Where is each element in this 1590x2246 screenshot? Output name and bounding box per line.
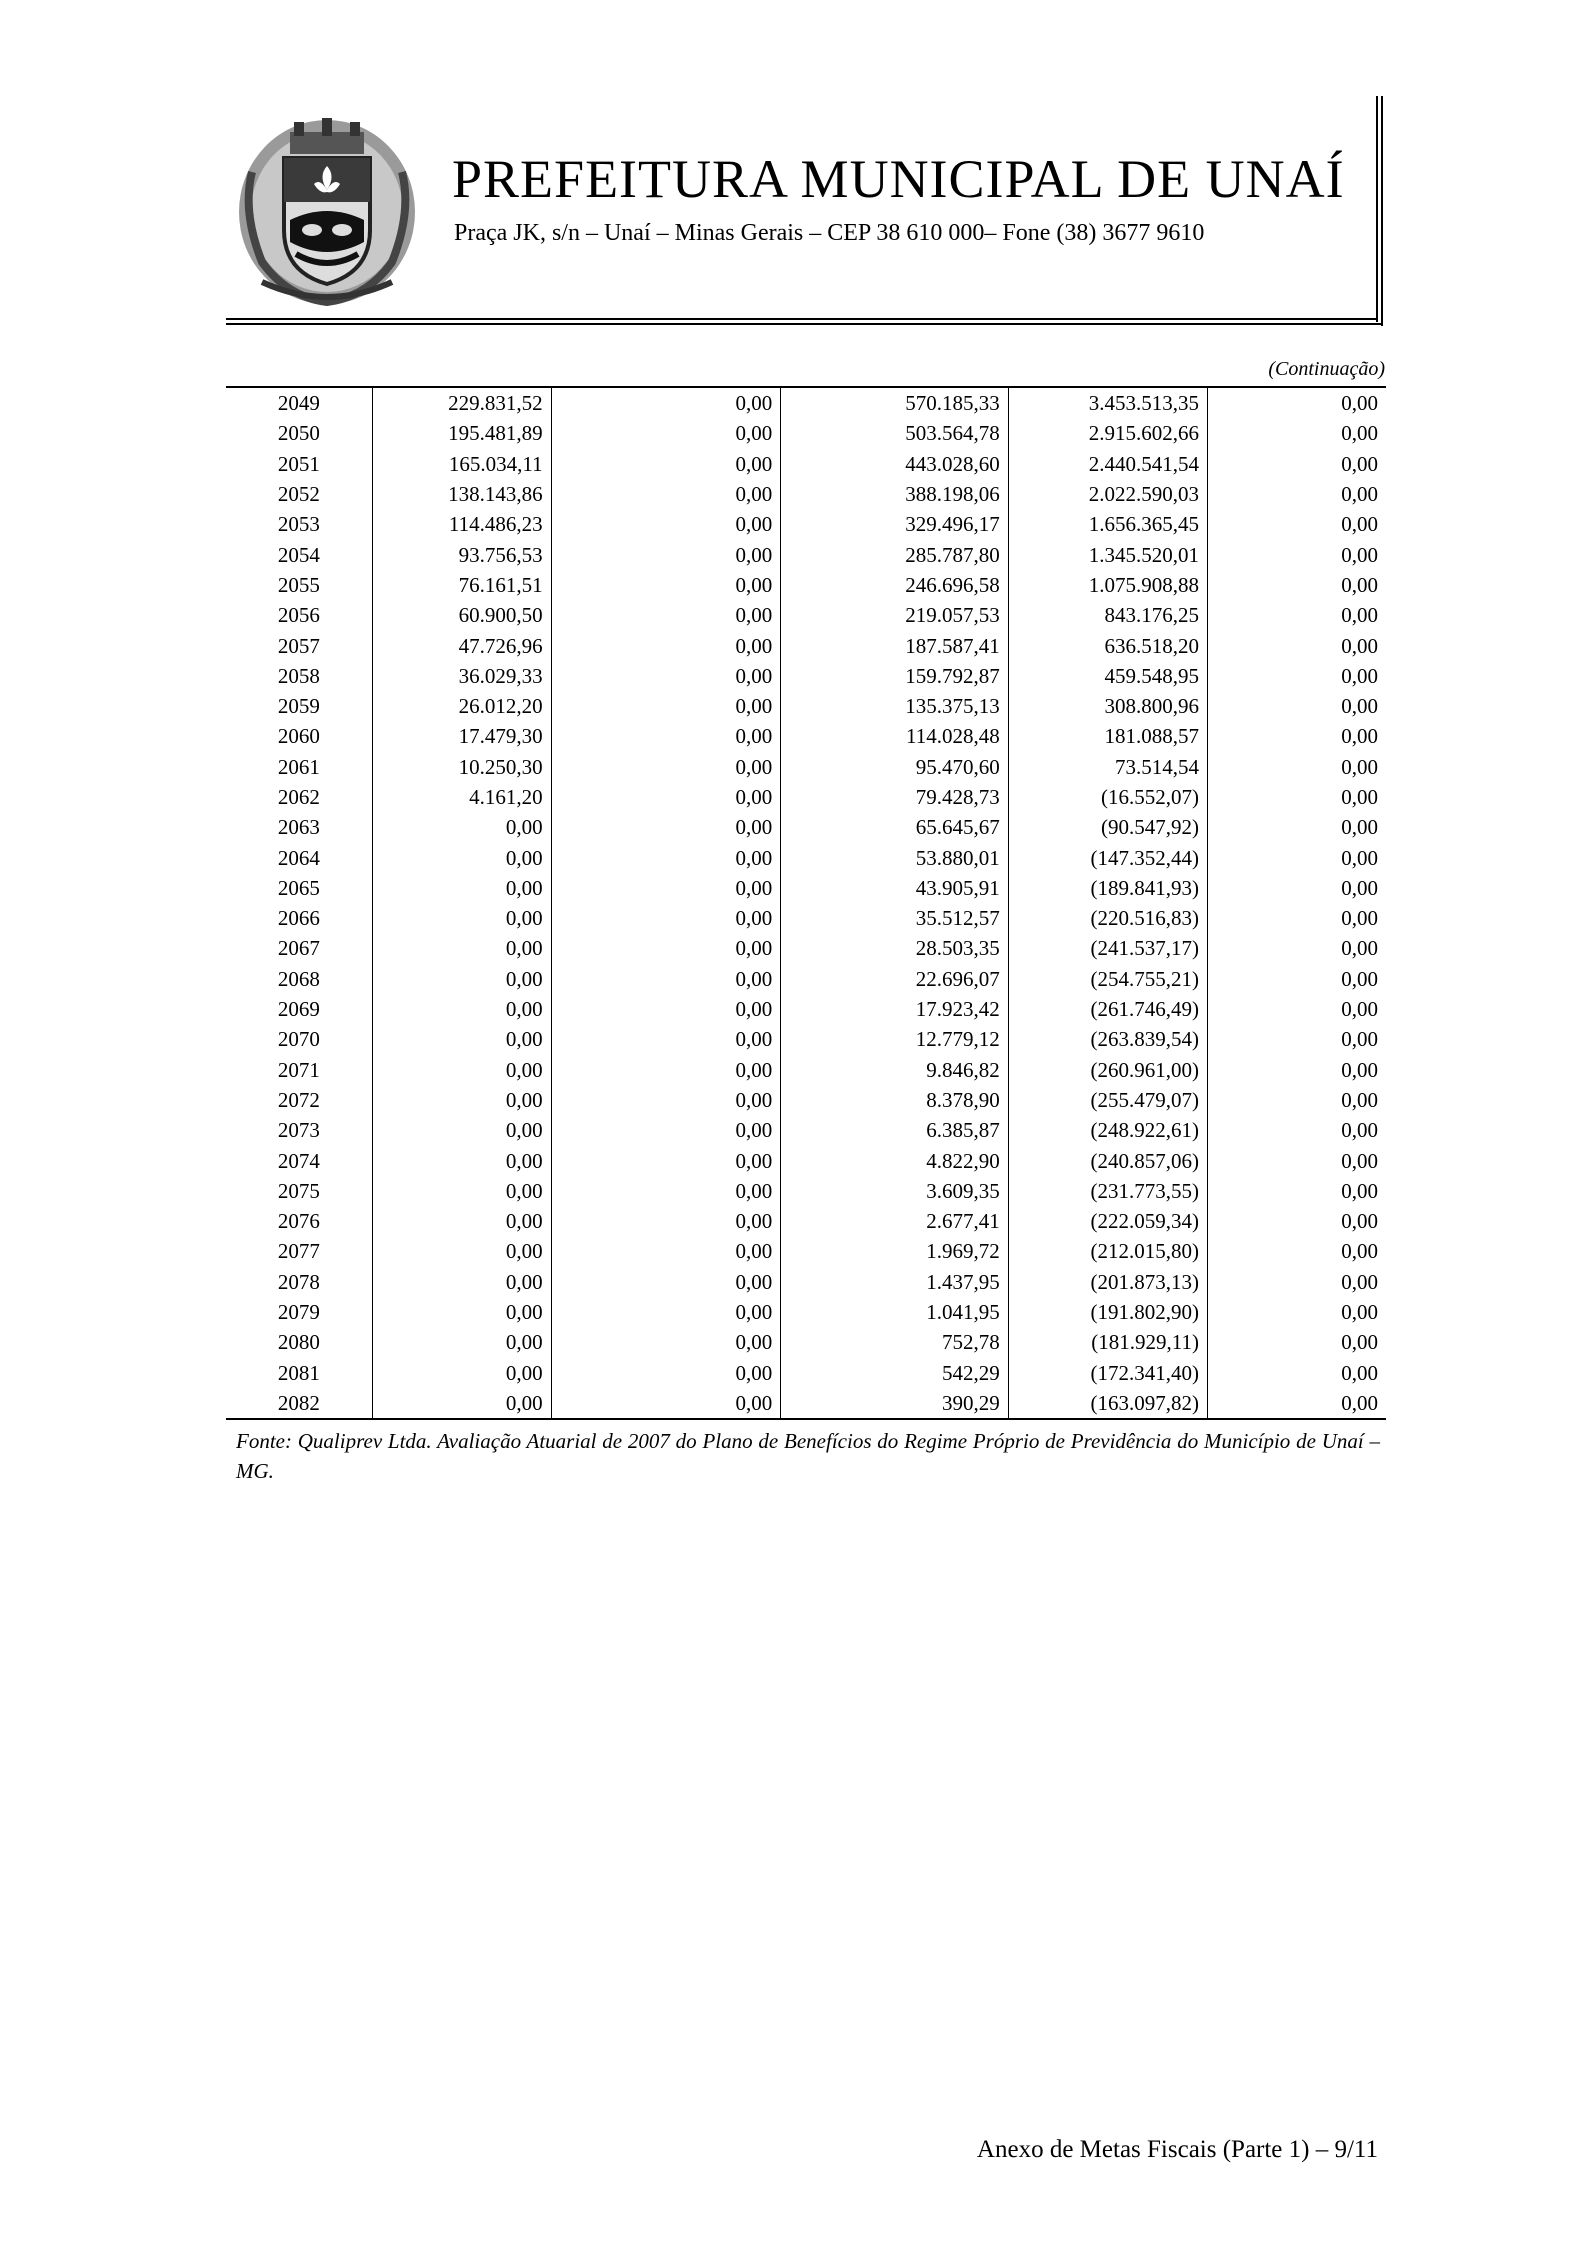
value-cell: 0,00 (551, 752, 781, 782)
value-cell: 0,00 (551, 873, 781, 903)
value-cell: 36.029,33 (372, 661, 551, 691)
year-cell: 2056 (277, 603, 320, 628)
value-cell: 0,00 (1207, 418, 1386, 448)
year-cell: 2068 (277, 966, 320, 991)
value-cell: 2.440.541,54 (1008, 449, 1207, 479)
year-cell: 2053 (277, 512, 320, 537)
table-row (226, 1176, 1386, 1206)
value-cell: 0,00 (551, 449, 781, 479)
value-cell: 2.022.590,03 (1008, 479, 1207, 509)
year-cell: 2069 (277, 997, 320, 1022)
value-cell: (263.839,54) (1008, 1024, 1207, 1054)
value-cell: 65.645,67 (781, 812, 1009, 842)
value-cell: 390,29 (781, 1388, 1009, 1419)
value-cell: 22.696,07 (781, 964, 1009, 994)
value-cell: (240.857,06) (1008, 1145, 1207, 1175)
value-cell: 1.656.365,45 (1008, 509, 1207, 539)
table-row (226, 842, 1386, 872)
year-cell: 2058 (277, 663, 320, 688)
value-cell: (189.841,93) (1008, 873, 1207, 903)
value-cell: 17.479,30 (372, 721, 551, 751)
value-cell: 28.503,35 (781, 933, 1009, 963)
value-cell: 0,00 (551, 1176, 781, 1206)
table-row (226, 721, 1386, 751)
value-cell: 0,00 (372, 1115, 551, 1145)
table-row (226, 630, 1386, 660)
year-cell: 2075 (277, 1178, 320, 1203)
source-note: Fonte: Qualiprev Ltda. Avaliação Atuarial de 2007 do Plano de Benefícios do Regime Próprio de Previdência do Município de Unaí – MG. (236, 1429, 1380, 1483)
value-cell: 0,00 (1207, 1055, 1386, 1085)
value-cell: 0,00 (372, 1206, 551, 1236)
table-row (226, 479, 1386, 509)
value-cell: 135.375,13 (781, 691, 1009, 721)
year-cell: 2065 (277, 875, 320, 900)
value-cell: 0,00 (1207, 1176, 1386, 1206)
frame-rule (226, 323, 1383, 325)
table-row (226, 1297, 1386, 1327)
year-cell: 2050 (277, 421, 320, 446)
value-cell: 0,00 (1207, 1085, 1386, 1115)
year-cell: 2059 (277, 694, 320, 719)
table-row (226, 933, 1386, 963)
letterhead (226, 96, 1380, 320)
value-cell: 0,00 (372, 933, 551, 963)
value-cell: 0,00 (551, 691, 781, 721)
value-cell: 8.378,90 (781, 1085, 1009, 1115)
value-cell: 0,00 (1207, 812, 1386, 842)
value-cell: (261.746,49) (1008, 994, 1207, 1024)
value-cell: 0,00 (372, 1388, 551, 1419)
value-cell: 0,00 (551, 1236, 781, 1266)
value-cell: 308.800,96 (1008, 691, 1207, 721)
value-cell: 0,00 (551, 1358, 781, 1388)
value-cell: 0,00 (1207, 1206, 1386, 1236)
value-cell: 60.900,50 (372, 600, 551, 630)
value-cell: 1.345.520,01 (1008, 539, 1207, 569)
value-cell: 1.969,72 (781, 1236, 1009, 1266)
value-cell: 79.428,73 (781, 782, 1009, 812)
value-cell: 0,00 (1207, 752, 1386, 782)
year-cell: 2055 (277, 572, 320, 597)
value-cell: 35.512,57 (781, 903, 1009, 933)
value-cell: 0,00 (1207, 782, 1386, 812)
year-cell: 2052 (277, 482, 320, 507)
continuation-note: (Continuação) (1268, 358, 1385, 380)
table-row (226, 1327, 1386, 1357)
table-row (226, 903, 1386, 933)
year-cell: 2061 (277, 754, 320, 779)
value-cell: 0,00 (551, 1145, 781, 1175)
address-line: Praça JK, s/n – Unaí – Minas Gerais – CEP 38 610 000– Fone (38) 3677 9610 (454, 220, 1205, 246)
value-cell: (163.097,82) (1008, 1388, 1207, 1419)
value-cell: 0,00 (372, 812, 551, 842)
value-cell: 0,00 (551, 994, 781, 1024)
value-cell: 43.905,91 (781, 873, 1009, 903)
value-cell: 0,00 (1207, 661, 1386, 691)
value-cell: (241.537,17) (1008, 933, 1207, 963)
year-cell: 2057 (277, 633, 320, 658)
year-cell: 2081 (277, 1360, 320, 1385)
value-cell: 187.587,41 (781, 630, 1009, 660)
year-cell: 2051 (277, 451, 320, 476)
table-row (226, 964, 1386, 994)
value-cell: 636.518,20 (1008, 630, 1207, 660)
value-cell: 0,00 (551, 1267, 781, 1297)
value-cell: (212.015,80) (1008, 1236, 1207, 1266)
value-cell: 843.176,25 (1008, 600, 1207, 630)
value-cell: (90.547,92) (1008, 812, 1207, 842)
value-cell: 0,00 (551, 721, 781, 751)
year-cell: 2074 (277, 1148, 320, 1173)
value-cell: 542,29 (781, 1358, 1009, 1388)
value-cell: 0,00 (1207, 1297, 1386, 1327)
value-cell: (220.516,83) (1008, 903, 1207, 933)
year-cell: 2049 (277, 391, 320, 416)
value-cell: 0,00 (551, 539, 781, 569)
value-cell: 0,00 (551, 387, 781, 418)
value-cell: 0,00 (1207, 1358, 1386, 1388)
value-cell: 0,00 (551, 1206, 781, 1236)
value-cell: 0,00 (372, 994, 551, 1024)
page-footer: Anexo de Metas Fiscais (Parte 1) – 9/11 (976, 2136, 1378, 2163)
value-cell: (255.479,07) (1008, 1085, 1207, 1115)
value-cell: 73.514,54 (1008, 752, 1207, 782)
value-cell: 95.470,60 (781, 752, 1009, 782)
value-cell: 195.481,89 (372, 418, 551, 448)
value-cell: (147.352,44) (1008, 842, 1207, 872)
value-cell: 0,00 (551, 842, 781, 872)
value-cell: 76.161,51 (372, 570, 551, 600)
value-cell: 114.486,23 (372, 509, 551, 539)
value-cell: 0,00 (551, 479, 781, 509)
value-cell: 0,00 (372, 903, 551, 933)
value-cell: 181.088,57 (1008, 721, 1207, 751)
value-cell: 0,00 (1207, 1388, 1386, 1419)
table-row (226, 812, 1386, 842)
year-cell: 2070 (277, 1027, 320, 1052)
value-cell: 0,00 (372, 1267, 551, 1297)
year-cell: 2067 (277, 936, 320, 961)
value-cell: 0,00 (551, 1115, 781, 1145)
year-cell: 2071 (277, 1057, 320, 1082)
year-cell: 2066 (277, 906, 320, 931)
year-cell: 2078 (277, 1269, 320, 1294)
value-cell: 0,00 (372, 1297, 551, 1327)
value-cell: 229.831,52 (372, 387, 551, 418)
table-row (226, 994, 1386, 1024)
value-cell: 1.437,95 (781, 1267, 1009, 1297)
value-cell: (248.922,61) (1008, 1115, 1207, 1145)
value-cell: 0,00 (551, 1327, 781, 1357)
value-cell: 0,00 (1207, 630, 1386, 660)
value-cell: 165.034,11 (372, 449, 551, 479)
value-cell: 219.057,53 (781, 600, 1009, 630)
value-cell: 0,00 (551, 570, 781, 600)
value-cell: (181.929,11) (1008, 1327, 1207, 1357)
table-row (226, 1055, 1386, 1085)
table-row (226, 509, 1386, 539)
value-cell: 26.012,20 (372, 691, 551, 721)
value-cell: (201.873,13) (1008, 1267, 1207, 1297)
value-cell: 0,00 (1207, 721, 1386, 751)
value-cell: 0,00 (551, 964, 781, 994)
value-cell: 0,00 (1207, 387, 1386, 418)
value-cell: 2.915.602,66 (1008, 418, 1207, 448)
year-cell: 2072 (277, 1087, 320, 1112)
value-cell: 0,00 (551, 600, 781, 630)
value-cell: 0,00 (1207, 873, 1386, 903)
value-cell: 0,00 (372, 1358, 551, 1388)
value-cell: (254.755,21) (1008, 964, 1207, 994)
table-row (226, 661, 1386, 691)
value-cell: 3.453.513,35 (1008, 387, 1207, 418)
year-cell: 2077 (277, 1239, 320, 1264)
value-cell: 93.756,53 (372, 539, 551, 569)
value-cell: (191.802,90) (1008, 1297, 1207, 1327)
table-row (226, 691, 1386, 721)
value-cell: 0,00 (1207, 842, 1386, 872)
frame-rule (226, 318, 1378, 320)
value-cell: 0,00 (1207, 479, 1386, 509)
value-cell: 9.846,82 (781, 1055, 1009, 1085)
value-cell: 4.161,20 (372, 782, 551, 812)
table-row (226, 418, 1386, 448)
value-cell: 0,00 (372, 1327, 551, 1357)
value-cell: 0,00 (1207, 539, 1386, 569)
value-cell: 0,00 (551, 630, 781, 660)
table-row (226, 1145, 1386, 1175)
value-cell: 0,00 (1207, 1024, 1386, 1054)
year-cell: 2062 (277, 785, 320, 809)
value-cell: 0,00 (1207, 994, 1386, 1024)
table-row (226, 1206, 1386, 1236)
value-cell: 53.880,01 (781, 842, 1009, 872)
value-cell: 17.923,42 (781, 994, 1009, 1024)
year-cell: 2082 (277, 1390, 320, 1415)
value-cell: 10.250,30 (372, 752, 551, 782)
year-cell: 2064 (277, 845, 320, 870)
value-cell: 0,00 (372, 1145, 551, 1175)
value-cell: (260.961,00) (1008, 1055, 1207, 1085)
value-cell: 570.185,33 (781, 387, 1009, 418)
value-cell: 0,00 (372, 1024, 551, 1054)
value-cell: (16.552,07) (1008, 782, 1207, 812)
value-cell: 459.548,95 (1008, 661, 1207, 691)
table-row (226, 1236, 1386, 1266)
value-cell: 0,00 (1207, 570, 1386, 600)
value-cell: 0,00 (1207, 1236, 1386, 1266)
table-row (226, 1024, 1386, 1054)
value-cell: 159.792,87 (781, 661, 1009, 691)
table-row (226, 752, 1386, 782)
table-row (226, 600, 1386, 630)
value-cell: 0,00 (372, 873, 551, 903)
year-cell: 2079 (277, 1300, 320, 1325)
value-cell: 0,00 (551, 1297, 781, 1327)
table-row (226, 1115, 1386, 1145)
value-cell: 443.028,60 (781, 449, 1009, 479)
value-cell: 388.198,06 (781, 479, 1009, 509)
value-cell: 0,00 (551, 1085, 781, 1115)
table-row (226, 1358, 1386, 1388)
value-cell: 1.041,95 (781, 1297, 1009, 1327)
table-row (226, 449, 1386, 479)
value-cell: (231.773,55) (1008, 1176, 1207, 1206)
page-title: PREFEITURA MUNICIPAL DE UNAÍ (452, 149, 1345, 209)
value-cell: 6.385,87 (781, 1115, 1009, 1145)
value-cell: 0,00 (551, 661, 781, 691)
value-cell: 246.696,58 (781, 570, 1009, 600)
value-cell: 0,00 (1207, 933, 1386, 963)
value-cell: 0,00 (551, 782, 781, 812)
table-row (226, 387, 1386, 418)
table-row (226, 1085, 1386, 1115)
value-cell: 47.726,96 (372, 630, 551, 660)
table-row (226, 539, 1386, 569)
value-cell: 0,00 (1207, 449, 1386, 479)
table-row (226, 873, 1386, 903)
value-cell: 0,00 (1207, 964, 1386, 994)
value-cell: 2.677,41 (781, 1206, 1009, 1236)
frame-rule (1376, 96, 1378, 322)
value-cell: 0,00 (1207, 903, 1386, 933)
value-cell: 0,00 (1207, 600, 1386, 630)
municipal-crest-icon (232, 112, 422, 308)
value-cell: 3.609,35 (781, 1176, 1009, 1206)
value-cell: 0,00 (1207, 1267, 1386, 1297)
value-cell: 0,00 (551, 933, 781, 963)
value-cell: 0,00 (1207, 691, 1386, 721)
value-cell: 329.496,17 (781, 509, 1009, 539)
table-body (226, 387, 1386, 1419)
year-cell: 2076 (277, 1209, 320, 1234)
value-cell: 0,00 (551, 418, 781, 448)
value-cell: 0,00 (551, 509, 781, 539)
value-cell: 0,00 (551, 1024, 781, 1054)
projection-table (226, 386, 1386, 1420)
value-cell: 0,00 (1207, 1327, 1386, 1357)
value-cell: 0,00 (372, 1085, 551, 1115)
value-cell: 285.787,80 (781, 539, 1009, 569)
value-cell: (222.059,34) (1008, 1206, 1207, 1236)
frame-rule (1381, 96, 1383, 326)
value-cell: 138.143,86 (372, 479, 551, 509)
year-cell: 2063 (277, 815, 320, 840)
value-cell: 503.564,78 (781, 418, 1009, 448)
value-cell: 12.779,12 (781, 1024, 1009, 1054)
value-cell: 1.075.908,88 (1008, 570, 1207, 600)
table-row (226, 782, 1386, 812)
year-cell: 2060 (277, 724, 320, 749)
value-cell: 0,00 (551, 812, 781, 842)
value-cell: 0,00 (1207, 509, 1386, 539)
year-cell: 2080 (277, 1330, 320, 1355)
value-cell: 0,00 (372, 1236, 551, 1266)
value-cell: 0,00 (372, 1176, 551, 1206)
table-row (226, 1388, 1386, 1419)
value-cell: 0,00 (551, 1055, 781, 1085)
value-cell: 0,00 (372, 1055, 551, 1085)
table-row (226, 1267, 1386, 1297)
value-cell: 114.028,48 (781, 721, 1009, 751)
value-cell: 0,00 (372, 964, 551, 994)
value-cell: 0,00 (1207, 1145, 1386, 1175)
value-cell: 0,00 (551, 1388, 781, 1419)
value-cell: 0,00 (372, 842, 551, 872)
value-cell: 0,00 (551, 903, 781, 933)
year-cell: 2073 (277, 1118, 320, 1143)
value-cell: (172.341,40) (1008, 1358, 1207, 1388)
value-cell: 752,78 (781, 1327, 1009, 1357)
table-row (226, 570, 1386, 600)
value-cell: 0,00 (1207, 1115, 1386, 1145)
value-cell: 4.822,90 (781, 1145, 1009, 1175)
year-cell: 2054 (277, 542, 320, 567)
